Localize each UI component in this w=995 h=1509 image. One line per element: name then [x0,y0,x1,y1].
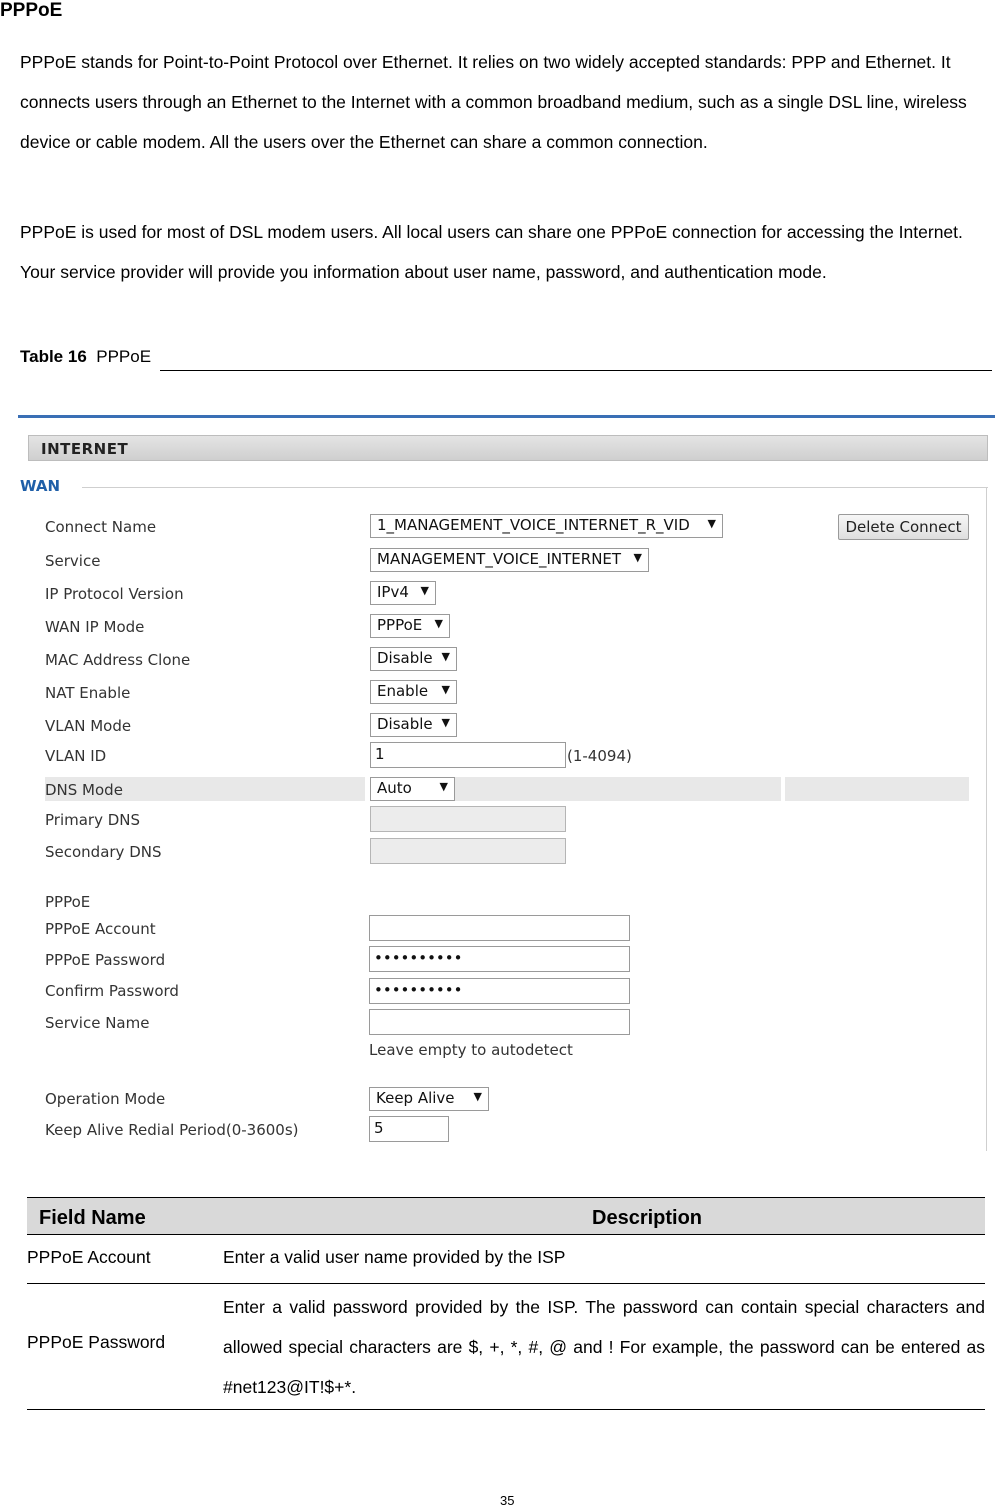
screenshot-top-border [18,415,995,418]
dns-mode-value: Auto [377,779,412,797]
wan-divider [82,487,988,488]
vlan-id-label: VLAN ID [45,747,107,765]
row-description: Enter a valid password provided by the ISP. The password can contain special characters and allowed special characters are $, +, *, #, @ and ! For example, the password can be entered as #net123@IT!$+*. [223,1297,985,1397]
secondary-dns-label: Secondary DNS [45,843,162,861]
connect-name-value: 1_MANAGEMENT_VOICE_INTERNET_R_VID [377,516,690,534]
primary-dns-input[interactable] [370,806,566,832]
dns-mode-row-shade [450,777,781,801]
vlan-mode-value: Disable [377,715,433,733]
pppoe-password-label: PPPoE Password [45,951,166,969]
pppoe-section-title: PPPoE [45,893,91,911]
table-caption [20,347,151,367]
router-ui-screenshot [18,415,995,1153]
service-name-input[interactable] [369,1009,630,1035]
wan-ip-mode-value: PPPoE [377,616,423,634]
pppoe-account-input[interactable] [369,915,630,941]
table-caption-title: PPPoE [96,347,152,366]
wan-group-title: WAN [20,477,61,495]
chevron-down-icon: ▼ [420,584,429,597]
ip-protocol-select[interactable] [370,581,436,605]
vlan-mode-label: VLAN Mode [45,717,132,735]
caption-rule [160,370,992,371]
ip-protocol-value: IPv4 [377,583,409,601]
pppoe-password-input[interactable]: •••••••••• [369,946,630,972]
service-label: Service [45,552,101,570]
chevron-down-icon: ▼ [473,1090,482,1103]
page-number: 35 [500,1493,515,1508]
chevron-down-icon: ▼ [434,617,443,630]
table-caption-label: Table 16 [20,347,87,366]
mac-clone-value: Disable [377,649,433,667]
chevron-down-icon: ▼ [707,517,716,530]
nat-enable-select[interactable] [370,680,457,704]
vlan-id-range-hint: (1-4094) [567,747,632,765]
field-name-header: Field Name [39,1207,146,1229]
dns-mode-row-shade [785,777,969,801]
dns-mode-label: DNS Mode [45,781,123,799]
operation-mode-label: Operation Mode [45,1090,166,1108]
service-name-hint: Leave empty to autodetect [369,1041,573,1059]
chevron-down-icon: ▼ [441,650,450,663]
table-row [27,1235,985,1284]
confirm-password-label: Confirm Password [45,982,179,1000]
row-field-name: PPPoE Account [27,1247,151,1267]
service-select[interactable] [370,548,649,572]
delete-connect-button[interactable]: Delete Connect [838,514,969,540]
table-row [27,1284,985,1410]
chevron-down-icon: ▼ [633,551,642,564]
pppoe-account-label: PPPoE Account [45,920,156,938]
redial-period-input[interactable]: 5 [369,1116,449,1142]
usage-paragraph: PPPoE is used for most of DSL modem users. All local users can share one PPPoE connection for accessing the Internet. Your service provider will provide you information about user name, password, and authentication mode. [20,222,963,282]
operation-mode-value: Keep Alive [376,1089,455,1107]
wan-ip-mode-label: WAN IP Mode [45,618,145,636]
confirm-password-input[interactable]: •••••••••• [369,978,630,1004]
connect-name-label: Connect Name [45,518,157,536]
internet-section-header: INTERNET [28,435,988,461]
nat-enable-label: NAT Enable [45,684,131,702]
ip-protocol-label: IP Protocol Version [45,585,184,603]
row-description: Enter a valid user name provided by the ISP [223,1247,566,1267]
vlan-mode-select[interactable] [370,713,457,737]
description-header: Description [592,1207,703,1229]
wan-ip-mode-select[interactable] [370,614,450,638]
connect-name-select[interactable] [370,514,723,538]
mac-clone-select[interactable] [370,647,457,671]
service-name-label: Service Name [45,1014,150,1032]
vlan-id-input[interactable]: 1 [370,742,566,768]
dns-mode-select[interactable] [370,777,455,801]
nat-enable-value: Enable [377,682,429,700]
section-heading: PPPoE [0,0,63,21]
mac-clone-label: MAC Address Clone [45,651,191,669]
chevron-down-icon: ▼ [441,683,450,696]
secondary-dns-input[interactable] [370,838,566,864]
row-field-name: PPPoE Password [27,1332,166,1352]
chevron-down-icon: ▼ [441,716,450,729]
table-header-row [27,1197,985,1235]
redial-period-label: Keep Alive Redial Period(0-3600s) [45,1121,299,1139]
chevron-down-icon: ▼ [439,780,448,793]
wan-right-border [986,487,987,1151]
service-value: MANAGEMENT_VOICE_INTERNET [377,550,622,568]
intro-paragraph: PPPoE stands for Point-to-Point Protocol over Ethernet. It relies on two widely accepted standards: PPP and Ethernet. It connects users through an Ethernet to the Internet with a common broadband medium, such as a single DSL line, wireless device or cable modem. All the users over the Ethernet can share a common connection. [20,52,967,152]
operation-mode-select[interactable] [369,1087,489,1111]
primary-dns-label: Primary DNS [45,811,141,829]
